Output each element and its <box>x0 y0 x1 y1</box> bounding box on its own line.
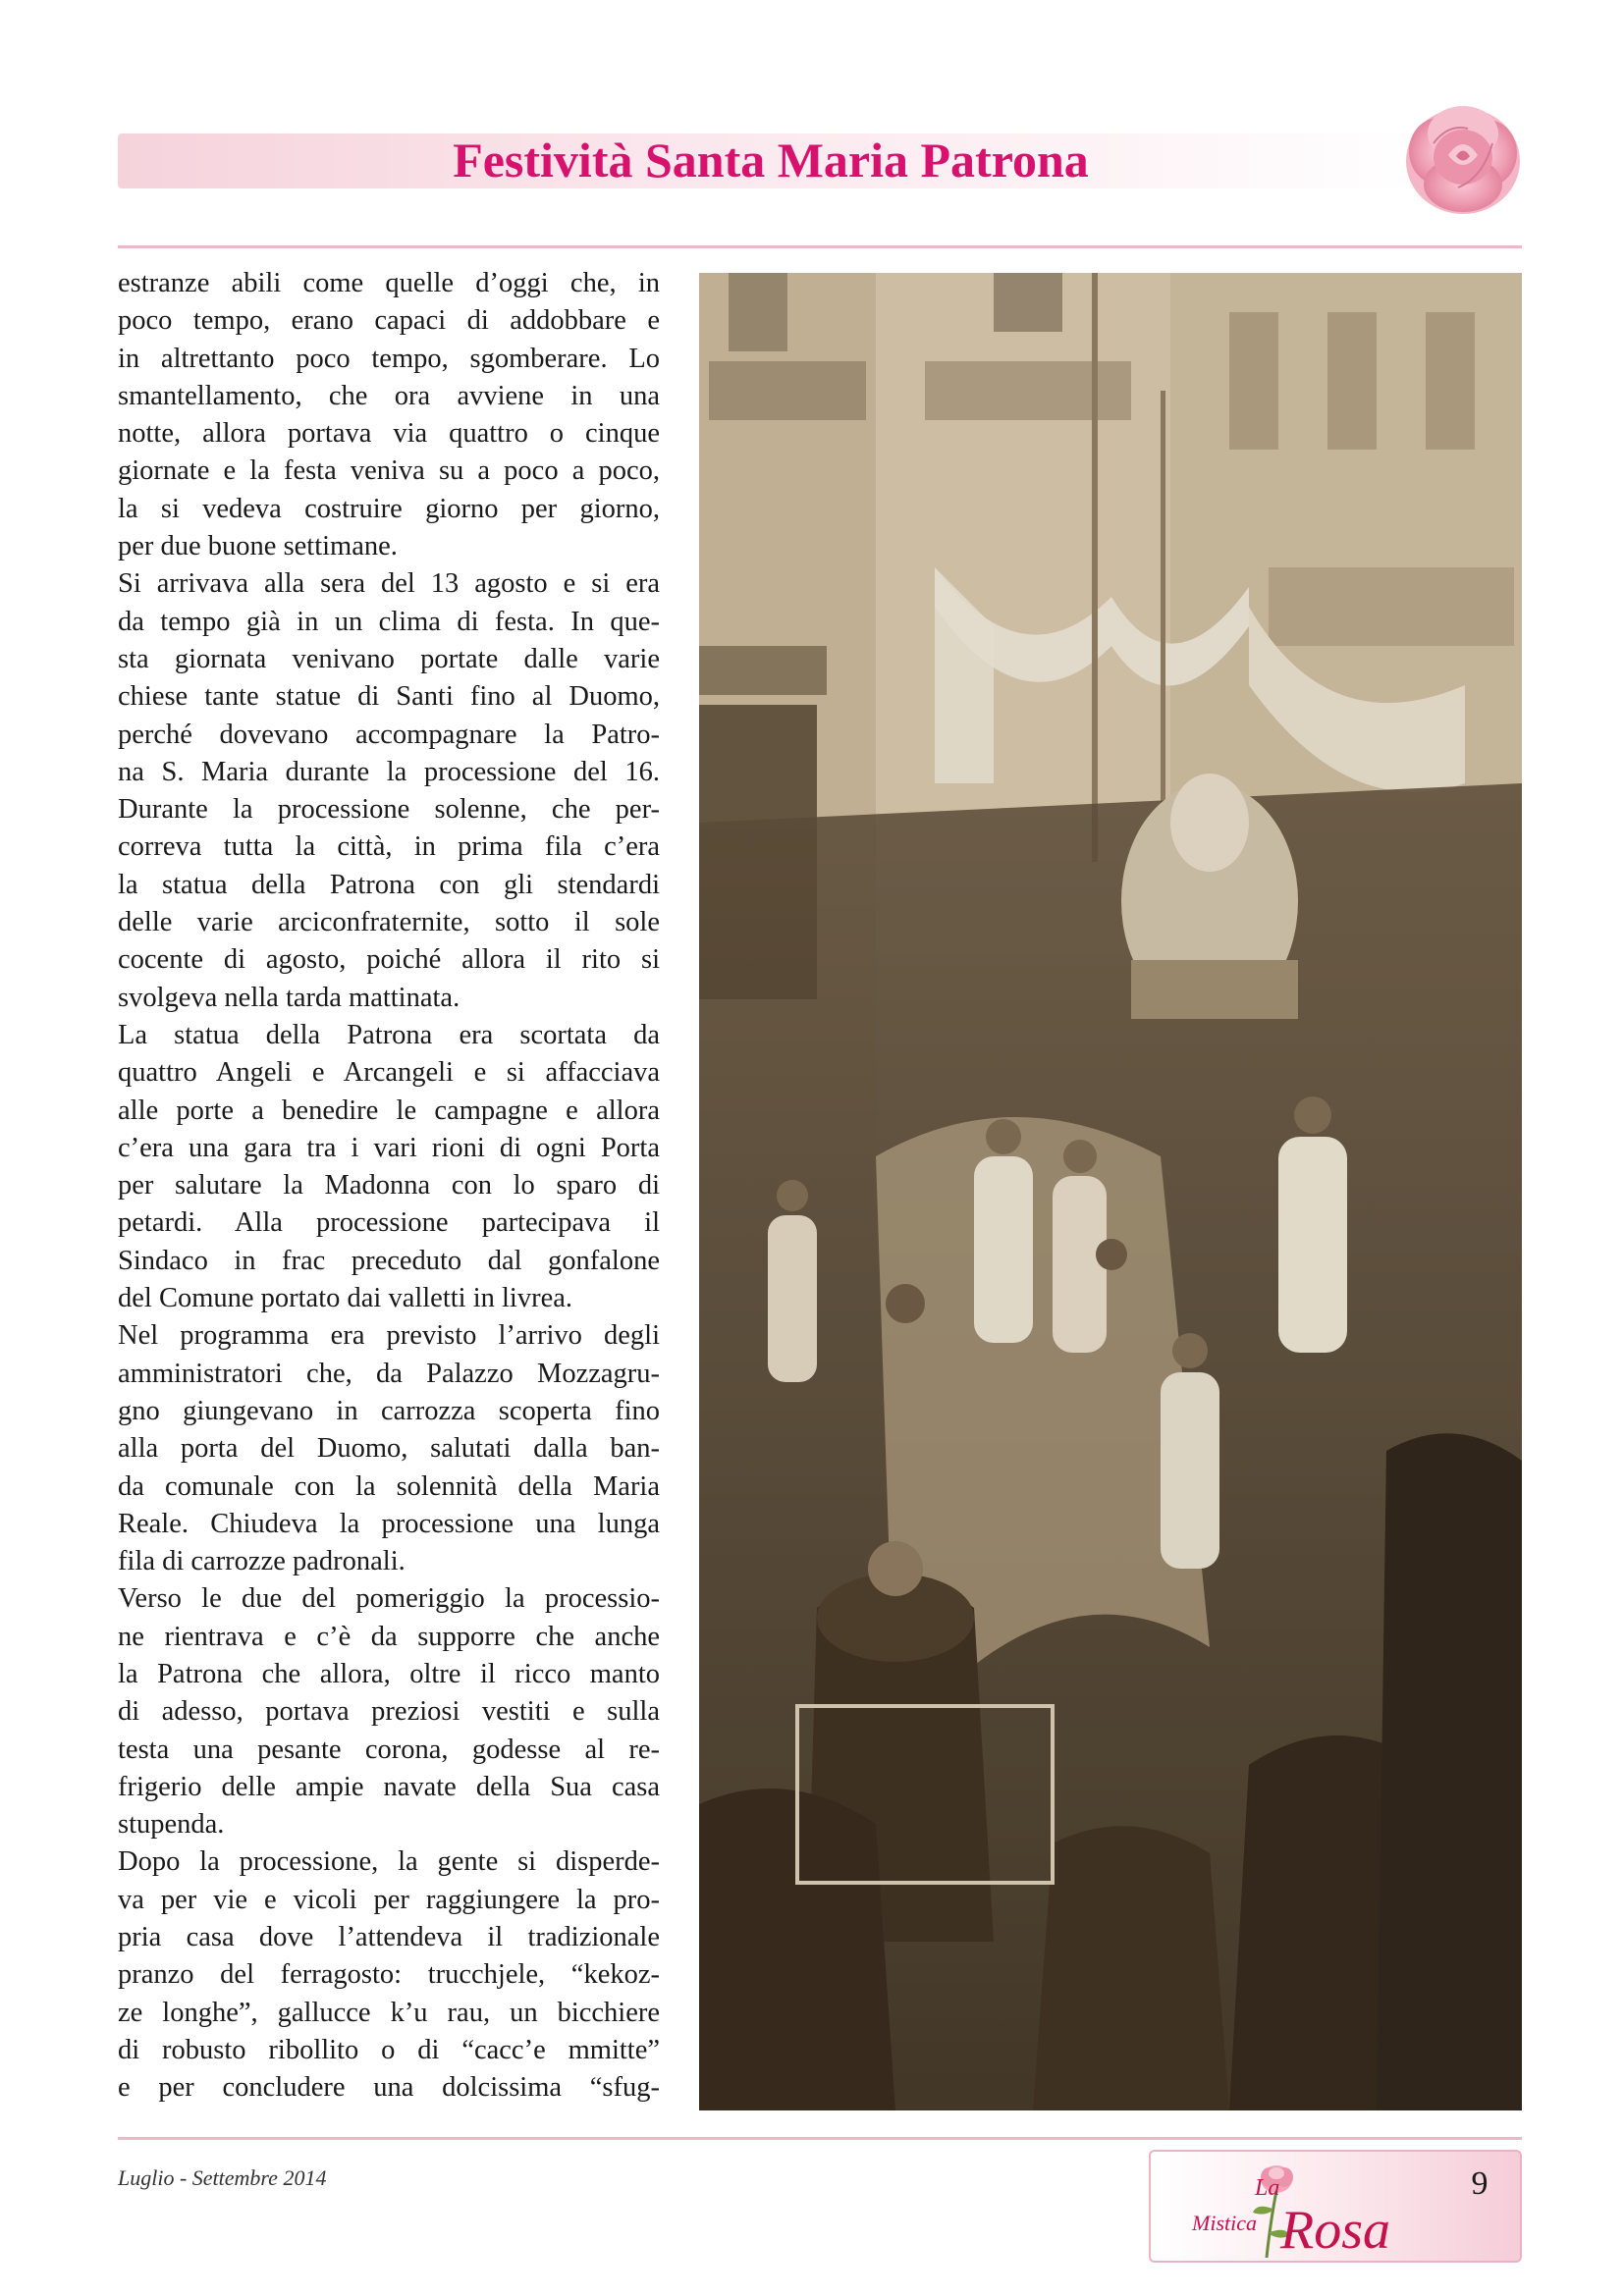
article-line: per salutare la Madonna con lo sparo di <box>118 1170 660 1201</box>
page-title: Festività Santa Maria Patrona <box>453 133 1089 187</box>
top-divider <box>118 245 1522 248</box>
article-line: da tempo già in un clima di festa. In que- <box>118 606 660 637</box>
logo-rosa: Rosa <box>1280 2200 1390 2261</box>
article-line: va per vie e vicoli per raggiungere la pro- <box>118 1884 660 1915</box>
article-line: c’era una gara tra i vari rioni di ogni Porta <box>118 1132 660 1163</box>
article-line: petardi. Alla processione partecipava il <box>118 1207 660 1239</box>
article-line: Si arrivava alla sera del 13 agosto e si era <box>118 568 660 600</box>
article-line: poco tempo, erano capaci di addobbare e <box>118 305 660 337</box>
article-line: giornate e la festa veniva su a poco a poco, <box>118 455 660 487</box>
article-line: di adesso, portava preziosi vestiti e sulla <box>118 1696 660 1728</box>
article-line: alle porte a benedire le campagne e allora <box>118 1095 660 1126</box>
article-line: cocente di agosto, poiché allora il rito si <box>118 944 660 976</box>
article-line: delle varie arciconfraternite, sotto il sole <box>118 907 660 938</box>
article-line: di robusto ribollito o di “cacc’e mmitte” <box>118 2034 660 2065</box>
article-line: stupenda. <box>118 1809 225 1841</box>
article-line: Nel programma era previsto l’arrivo degli <box>118 1320 660 1352</box>
article-line: ne rientrava e c’è da supporre che anche <box>118 1621 660 1652</box>
article-line: notte, allora portava via quattro o cinque <box>118 418 660 450</box>
article-line: Reale. Chiudeva la processione una lunga <box>118 1508 660 1539</box>
article-line: pria casa dove l’attendeva il tradizionale <box>118 1922 660 1953</box>
article-line: fila di carrozze padronali. <box>118 1546 406 1577</box>
article-line: La statua della Patrona era scortata da <box>118 1019 660 1050</box>
article-line: ze longhe”, gallucce k’u rau, un bicchiere <box>118 1997 660 2028</box>
article-line: Sindaco in frac preceduto dal gonfalone <box>118 1245 660 1276</box>
rose-icon <box>1399 94 1527 222</box>
article-line: pranzo del ferragosto: trucchjele, “kekoz- <box>118 1959 660 1991</box>
article-line: na S. Maria durante la processione del 16. <box>118 756 660 787</box>
article-line: frigerio delle ampie navate della Sua casa <box>118 1771 660 1802</box>
page-number: 9 <box>1471 2165 1489 2202</box>
article-line: e per concludere una dolcissima “sfug- <box>118 2072 660 2104</box>
logo-mistica: Mistica <box>1192 2211 1257 2235</box>
article-line: per due buone settimane. <box>118 531 398 562</box>
article-line: amministratori che, da Palazzo Mozzagru- <box>118 1358 660 1389</box>
article-line: del Comune portato dai valletti in livrea. <box>118 1283 572 1314</box>
article-line: la statua della Patrona con gli stendardi <box>118 869 660 900</box>
article-line: Dopo la processione, la gente si disperde- <box>118 1846 660 1878</box>
article-line: Durante la processione solenne, che per- <box>118 794 660 826</box>
article-line: quattro Angeli e Arcangeli e si affacciava <box>118 1057 660 1089</box>
article-line: correva tutta la città, in prima fila c’era <box>118 831 660 863</box>
article-line: da comunale con la solennità della Maria <box>118 1470 660 1502</box>
article-line: estranze abili come quelle d’oggi che, in <box>118 268 660 298</box>
article-line: la Patrona che allora, oltre il ricco manto <box>118 1658 660 1689</box>
article-line: svolgeva nella tarda mattinata. <box>118 982 460 1013</box>
logo-la: La <box>1255 2175 1280 2201</box>
article-line: Verso le due del pomeriggio la processio- <box>118 1583 660 1615</box>
article-line: testa una pesante corona, godesse al re- <box>118 1734 660 1765</box>
article-text <box>118 265 660 2108</box>
issue-date: Luglio - Settembre 2014 <box>118 2165 327 2190</box>
article-line: alla porta del Duomo, salutati dalla ban- <box>118 1433 660 1465</box>
historic-procession-photo <box>699 273 1522 2110</box>
article-line: sta giornata venivano portate dalle varie <box>118 643 660 674</box>
article-line: smantellamento, che ora avviene in una <box>118 380 660 411</box>
article-line: gno giungevano in carrozza scoperta fino <box>118 1395 660 1426</box>
article-line: chiese tante statue di Santi fino al Duomo, <box>118 681 660 713</box>
article-line: perché dovevano accompagnare la Patro- <box>118 719 660 750</box>
article-line: la si vedeva costruire giorno per giorno, <box>118 493 660 524</box>
bottom-divider <box>118 2137 1522 2140</box>
article-line: in altrettanto poco tempo, sgomberare. Lo <box>118 343 660 374</box>
